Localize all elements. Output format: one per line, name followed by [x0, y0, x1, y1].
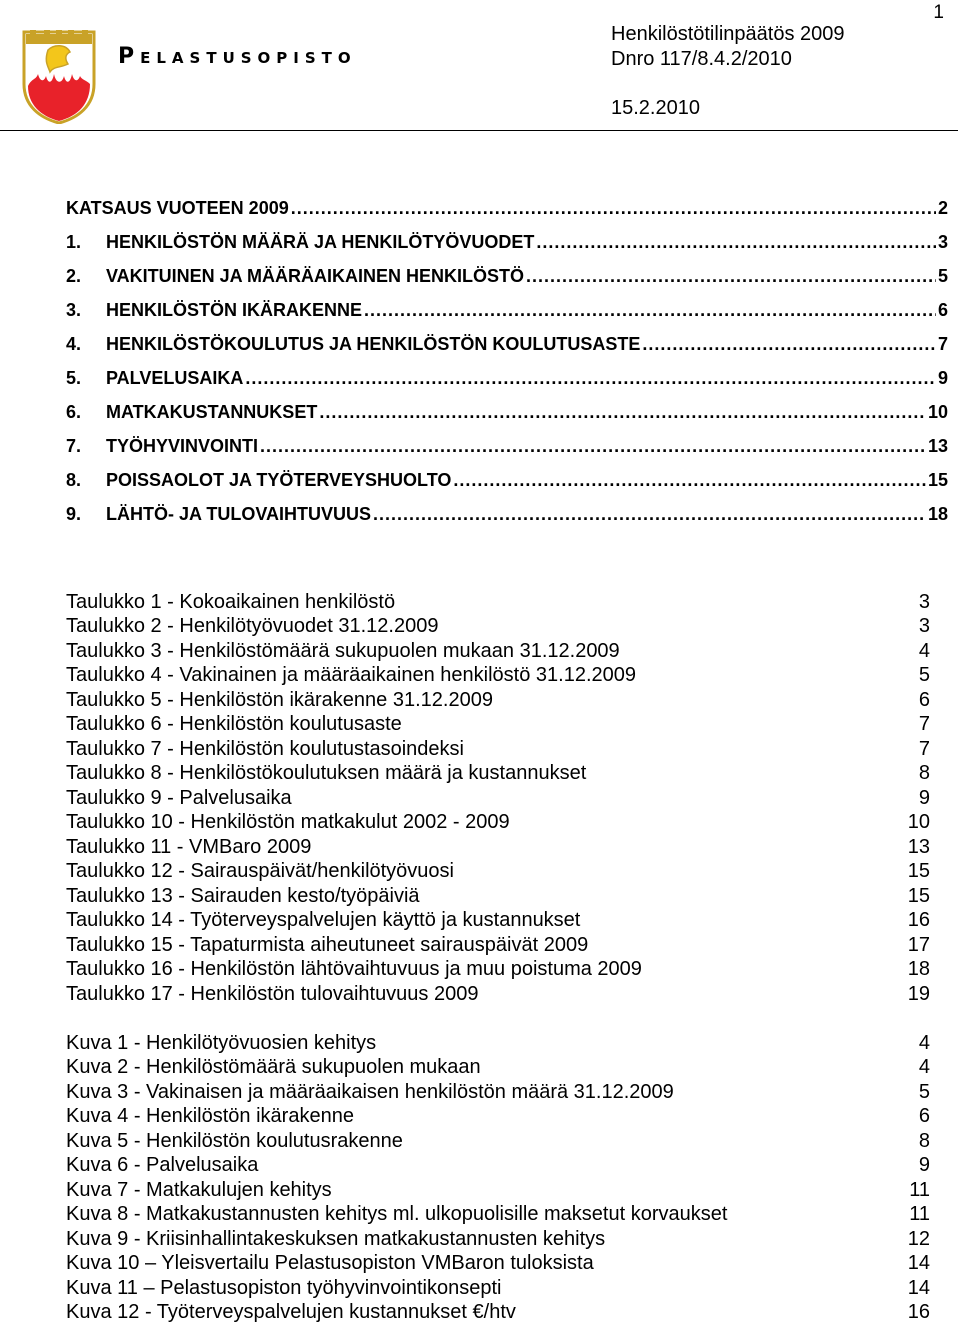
- toc-number: 7.: [66, 436, 82, 456]
- toc-number: 2.: [66, 266, 82, 286]
- figure-title: Kuva 7 - Matkakulujen kehitys: [66, 1178, 332, 1201]
- table-list-item[interactable]: [66, 958, 930, 983]
- table-title: Taulukko 13 - Sairauden kesto/työpäiviä: [66, 884, 420, 907]
- toc-title: PALVELUSAIKA: [106, 368, 244, 388]
- toc-entry[interactable]: [66, 300, 948, 334]
- table-page: 15: [907, 860, 930, 883]
- doc-title: Henkilöstötilinpäätös 2009: [611, 23, 845, 45]
- table-list-item[interactable]: [66, 860, 930, 885]
- toc-number: 4.: [66, 334, 82, 354]
- header-divider: [0, 130, 958, 131]
- list-of-tables: [66, 590, 930, 1007]
- table-list-item[interactable]: [66, 909, 930, 934]
- table-page: 18: [907, 958, 930, 981]
- toc-page: 7: [937, 334, 948, 354]
- table-title: Taulukko 2 - Henkilötyövuodet 31.12.2009: [66, 615, 439, 638]
- table-list-item[interactable]: [66, 884, 930, 909]
- toc-leader: [364, 300, 936, 321]
- table-title: Taulukko 11 - VMBaro 2009: [66, 835, 312, 858]
- toc-title: KATSAUS VUOTEEN 2009: [66, 198, 289, 218]
- table-page: 3: [918, 615, 930, 638]
- table-list-item[interactable]: [66, 688, 930, 713]
- list-of-figures: [66, 1031, 930, 1325]
- figure-list-item[interactable]: [66, 1031, 930, 1056]
- figure-list-item[interactable]: [66, 1252, 930, 1277]
- toc-leader: [245, 368, 936, 389]
- toc-entry[interactable]: [66, 266, 948, 300]
- doc-number: Dnro 117/8.4.2/2010: [611, 48, 792, 70]
- figure-list-item[interactable]: [66, 1276, 930, 1301]
- table-page: 10: [907, 811, 930, 834]
- toc-leader: [319, 402, 926, 423]
- toc-title: HENKILÖSTÖN MÄÄRÄ JA HENKILÖTYÖVUODET: [106, 232, 535, 252]
- toc-leader: [291, 198, 936, 219]
- toc-entry[interactable]: [66, 402, 948, 436]
- toc-leader: [536, 232, 936, 253]
- table-page: 3: [918, 590, 930, 613]
- figure-title: Kuva 2 - Henkilöstömäärä sukupuolen mukaan: [66, 1056, 481, 1079]
- org-name: Pelastusopisto: [118, 44, 357, 69]
- figure-page: 4: [918, 1056, 930, 1079]
- figure-list-item[interactable]: [66, 1227, 930, 1252]
- table-title: Taulukko 9 - Palvelusaika: [66, 786, 292, 809]
- toc-number: 8.: [66, 470, 82, 490]
- table-title: Taulukko 6 - Henkilöstön koulutusaste: [66, 713, 402, 736]
- figure-list-item[interactable]: [66, 1301, 930, 1326]
- figure-list-item[interactable]: [66, 1129, 930, 1154]
- figure-title: Kuva 6 - Palvelusaika: [66, 1154, 259, 1177]
- toc-number: 6.: [66, 402, 82, 422]
- table-title: Taulukko 15 - Tapaturmista aiheutuneet sairauspäivät 2009: [66, 933, 589, 956]
- toc-page: 10: [927, 402, 948, 422]
- toc-page: 18: [927, 504, 948, 524]
- figure-title: Kuva 3 - Vakinaisen ja määräaikaisen henkilöstön määrä 31.12.2009: [66, 1080, 674, 1103]
- toc-title: POISSAOLOT JA TYÖTERVEYSHUOLTO: [106, 470, 452, 490]
- figure-page: 14: [907, 1276, 930, 1299]
- toc-title: HENKILÖSTÖN IKÄRAKENNE: [106, 300, 363, 320]
- toc-number: 3.: [66, 300, 82, 320]
- toc-entry[interactable]: [66, 470, 948, 504]
- table-list-item[interactable]: [66, 762, 930, 787]
- toc-leader: [642, 334, 936, 355]
- table-title: Taulukko 14 - Työterveyspalvelujen käyttö ja kustannukset: [66, 909, 581, 932]
- toc-leader: [373, 504, 926, 525]
- table-page: 5: [918, 664, 930, 687]
- figure-list-item[interactable]: [66, 1203, 930, 1228]
- toc-entry[interactable]: [66, 504, 948, 538]
- toc-leader: [526, 266, 936, 287]
- figure-page: 6: [918, 1105, 930, 1128]
- table-page: 6: [918, 688, 930, 711]
- table-title: Taulukko 4 - Vakinainen ja määräaikainen henkilöstö 31.12.2009: [66, 664, 637, 687]
- table-page: 19: [907, 982, 930, 1005]
- page-number: 1: [933, 2, 944, 23]
- table-list-item[interactable]: [66, 835, 930, 860]
- toc-number: 9.: [66, 504, 82, 524]
- figure-list-item[interactable]: [66, 1056, 930, 1081]
- toc-page: 9: [937, 368, 948, 388]
- table-page: 7: [918, 713, 930, 736]
- toc-title: MATKAKUSTANNUKSET: [106, 402, 318, 422]
- table-page: 16: [907, 909, 930, 932]
- table-list-item[interactable]: [66, 664, 930, 689]
- figure-title: Kuva 11 – Pelastusopiston työhyvinvointikonsepti: [66, 1276, 502, 1299]
- table-title: Taulukko 8 - Henkilöstökoulutuksen määrä ja kustannukset: [66, 762, 587, 785]
- table-of-contents: [66, 198, 948, 538]
- figure-title: Kuva 9 - Kriisinhallintakeskuksen matkakustannusten kehitys: [66, 1227, 606, 1250]
- figure-title: Kuva 1 - Henkilötyövuosien kehitys: [66, 1031, 377, 1054]
- toc-title: HENKILÖSTÖKOULUTUS JA HENKILÖSTÖN KOULUTUSASTE: [106, 334, 641, 354]
- table-list-item[interactable]: [66, 811, 930, 836]
- toc-entry[interactable]: [66, 232, 948, 266]
- table-page: 8: [918, 762, 930, 785]
- table-list-item[interactable]: [66, 737, 930, 762]
- table-list-item[interactable]: [66, 713, 930, 738]
- table-title: Taulukko 1 - Kokoaikainen henkilöstö: [66, 590, 396, 613]
- figure-page: 9: [918, 1154, 930, 1177]
- toc-entry[interactable]: [66, 198, 948, 232]
- table-list-item[interactable]: [66, 615, 930, 640]
- table-page: 13: [907, 835, 930, 858]
- toc-title: LÄHTÖ- JA TULOVAIHTUVUUS: [106, 504, 371, 524]
- toc-leader: [260, 436, 926, 457]
- toc-number: 5.: [66, 368, 82, 388]
- figure-page: 14: [907, 1252, 930, 1275]
- figure-page: 5: [918, 1080, 930, 1103]
- toc-page: 15: [927, 470, 948, 490]
- table-title: Taulukko 7 - Henkilöstön koulutustasoindeksi: [66, 737, 464, 760]
- figure-title: Kuva 12 - Työterveyspalvelujen kustannukset €/htv: [66, 1301, 516, 1324]
- page-header: [0, 0, 960, 132]
- table-page: 7: [918, 737, 930, 760]
- toc-title: TYÖHYVINVOINTI: [106, 436, 259, 456]
- toc-number: 1.: [66, 232, 82, 252]
- table-list-item[interactable]: [66, 639, 930, 664]
- table-page: 15: [907, 884, 930, 907]
- table-page: 4: [918, 639, 930, 662]
- figure-page: 11: [909, 1203, 930, 1226]
- figure-list-item[interactable]: [66, 1178, 930, 1203]
- table-list-item[interactable]: [66, 933, 930, 958]
- figure-page: 8: [918, 1129, 930, 1152]
- table-page: 9: [918, 786, 930, 809]
- table-list-item[interactable]: [66, 786, 930, 811]
- figure-title: Kuva 10 – Yleisvertailu Pelastusopiston VMBaron tuloksista: [66, 1252, 594, 1275]
- table-title: Taulukko 17 - Henkilöstön tulovaihtuvuus 2009: [66, 982, 479, 1005]
- figure-title: Kuva 5 - Henkilöstön koulutusrakenne: [66, 1129, 403, 1152]
- table-title: Taulukko 16 - Henkilöstön lähtövaihtuvuus ja muu poistuma 2009: [66, 958, 642, 981]
- figure-page: 12: [907, 1227, 930, 1250]
- table-title: Taulukko 3 - Henkilöstömäärä sukupuolen mukaan 31.12.2009: [66, 639, 620, 662]
- table-page: 17: [907, 933, 930, 956]
- figure-title: Kuva 8 - Matkakustannusten kehitys ml. ulkopuolisille maksetut korvaukset: [66, 1203, 728, 1226]
- figure-title: Kuva 4 - Henkilöstön ikärakenne: [66, 1105, 354, 1128]
- document-meta: [611, 22, 845, 121]
- table-list-item[interactable]: [66, 590, 930, 615]
- table-title: Taulukko 10 - Henkilöstön matkakulut 2002 - 2009: [66, 811, 510, 834]
- toc-page: 6: [937, 300, 948, 320]
- toc-title: VAKITUINEN JA MÄÄRÄAIKAINEN HENKILÖSTÖ: [106, 266, 525, 286]
- table-title: Taulukko 5 - Henkilöstön ikärakenne 31.12.2009: [66, 688, 493, 711]
- table-list-item[interactable]: [66, 982, 930, 1007]
- toc-page: 2: [937, 198, 948, 218]
- pelastusopisto-shield-logo-icon: [20, 28, 98, 124]
- toc-entry[interactable]: [66, 334, 948, 368]
- figure-list-item[interactable]: [66, 1105, 930, 1130]
- figure-page: 11: [909, 1178, 930, 1201]
- toc-page: 5: [937, 266, 948, 286]
- figure-list-item[interactable]: [66, 1154, 930, 1179]
- toc-entry[interactable]: [66, 436, 948, 470]
- figure-list-item[interactable]: [66, 1080, 930, 1105]
- figure-page: 4: [918, 1031, 930, 1054]
- toc-page: 13: [927, 436, 948, 456]
- toc-page: 3: [937, 232, 948, 252]
- toc-entry[interactable]: [66, 368, 948, 402]
- doc-date: 15.2.2010: [611, 97, 700, 119]
- toc-leader: [453, 470, 926, 491]
- figure-page: 16: [907, 1301, 930, 1324]
- table-title: Taulukko 12 - Sairauspäivät/henkilötyövuosi: [66, 860, 454, 883]
